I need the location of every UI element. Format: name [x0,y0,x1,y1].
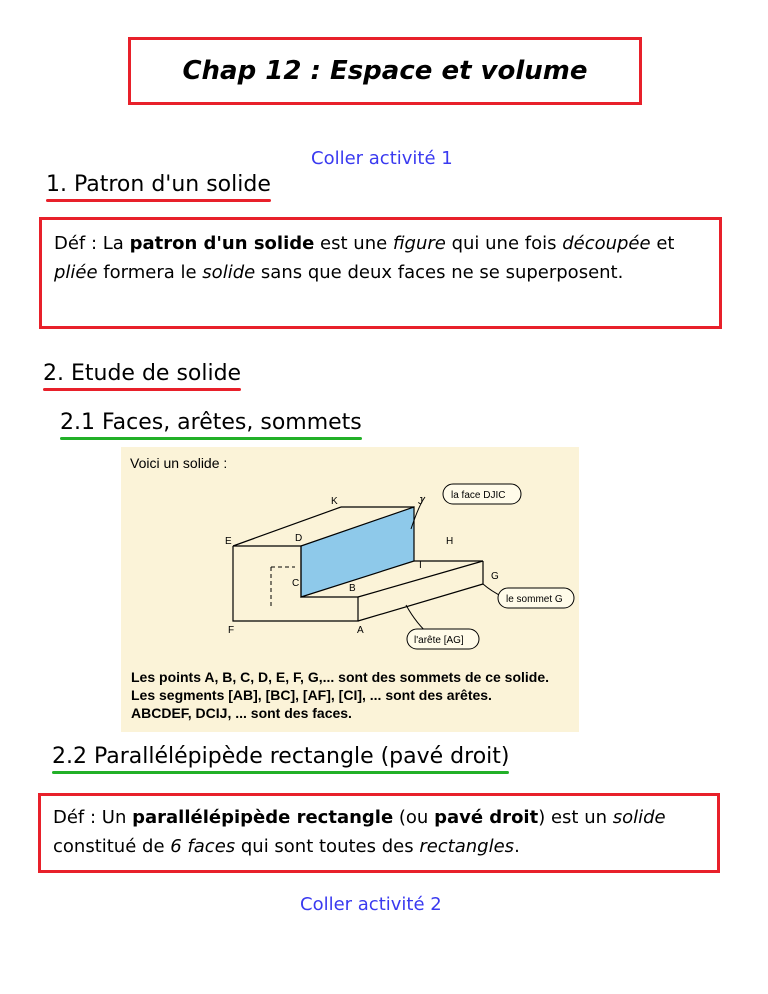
vertex-label-c: C [292,578,300,589]
face-djic [301,507,414,597]
section-1-heading [46,172,271,197]
solid-figure [121,447,579,732]
figure-line-vertices: Les points A, B, C, D, E, F, G,... sont des sommets de ce solide. [131,669,550,685]
def2-bold-alt-term: pavé droit [434,807,539,828]
vertex-label-e: E [225,536,232,547]
section-2-underline [43,388,241,391]
def2-text: . [514,836,520,857]
definition-box-pave-droit [38,793,720,873]
paste-activity-2-note: Coller activité 2 [300,894,442,915]
section-2-2-title: 2.2 Parallélépipède rectangle (pavé droit) [52,744,510,769]
def2-text: constitué de [53,836,171,857]
def2-text: Déf : Un [53,807,133,828]
vertex-label-a: A [357,625,364,636]
vertex-label-b: B [349,583,356,594]
section-2-1-title: 2.1 Faces, arêtes, sommets [60,410,362,435]
vertex-label-g: G [491,571,499,582]
def1-italic-solid: solide [202,262,256,283]
section-2-1-heading [60,410,362,435]
section-2-title: 2. Etude de solide [43,361,242,386]
section-2-2-underline [52,771,509,774]
def1-italic-fold: pliée [54,262,98,283]
callout-edge-ag: l'arête [AG] [414,635,464,646]
callout-vertex-g: le sommet G [506,594,563,605]
def2-italic-six-faces: 6 faces [170,836,236,857]
def2-italic-rectangles: rectangles [419,836,515,857]
def1-text: formera le [97,262,203,283]
def2-bold-term: parallélépipède rectangle [132,807,394,828]
vertex-label-d: D [295,533,303,544]
def1-text: Déf : La [54,233,130,254]
vertex-label-k: K [331,496,338,507]
def2-text: (ou [393,807,435,828]
section-2-1-underline [60,437,362,440]
def1-italic-cut: découpée [562,233,651,254]
figure-line-faces: ABCDEF, DCIJ, ... sont des faces. [131,705,352,721]
vertex-label-i: I [419,560,422,571]
def2-text: ) est un [538,807,613,828]
def2-italic-solid: solide [612,807,666,828]
callout-face-djic: la face DJIC [451,490,506,501]
paste-activity-1-note: Coller activité 1 [311,148,453,169]
section-2-heading [43,361,241,386]
section-1-underline [46,199,271,202]
callout-bubbles [407,484,574,649]
def1-text: est une [314,233,393,254]
section-1-title: 1. Patron d'un solide [46,172,271,197]
definition-box-patron [39,217,722,329]
def1-text: et [650,233,675,254]
vertex-label-j: J [418,496,423,507]
def1-bold-term: patron d'un solide [129,233,315,254]
def2-text: qui sont toutes des [235,836,420,857]
vertex-label-h: H [446,536,454,547]
figure-caption: Voici un solide : [130,455,228,471]
chapter-title: Chap 12 : Espace et volume [128,37,642,105]
section-2-2-heading [52,744,509,769]
vertex-label-f: F [228,625,235,636]
figure-line-edges: Les segments [AB], [BC], [AF], [CI], ... sont des arêtes. [131,687,492,703]
def1-italic-figure: figure [392,233,446,254]
def1-text: qui une fois [445,233,563,254]
def1-text: sans que deux faces ne se superposent. [255,262,624,283]
